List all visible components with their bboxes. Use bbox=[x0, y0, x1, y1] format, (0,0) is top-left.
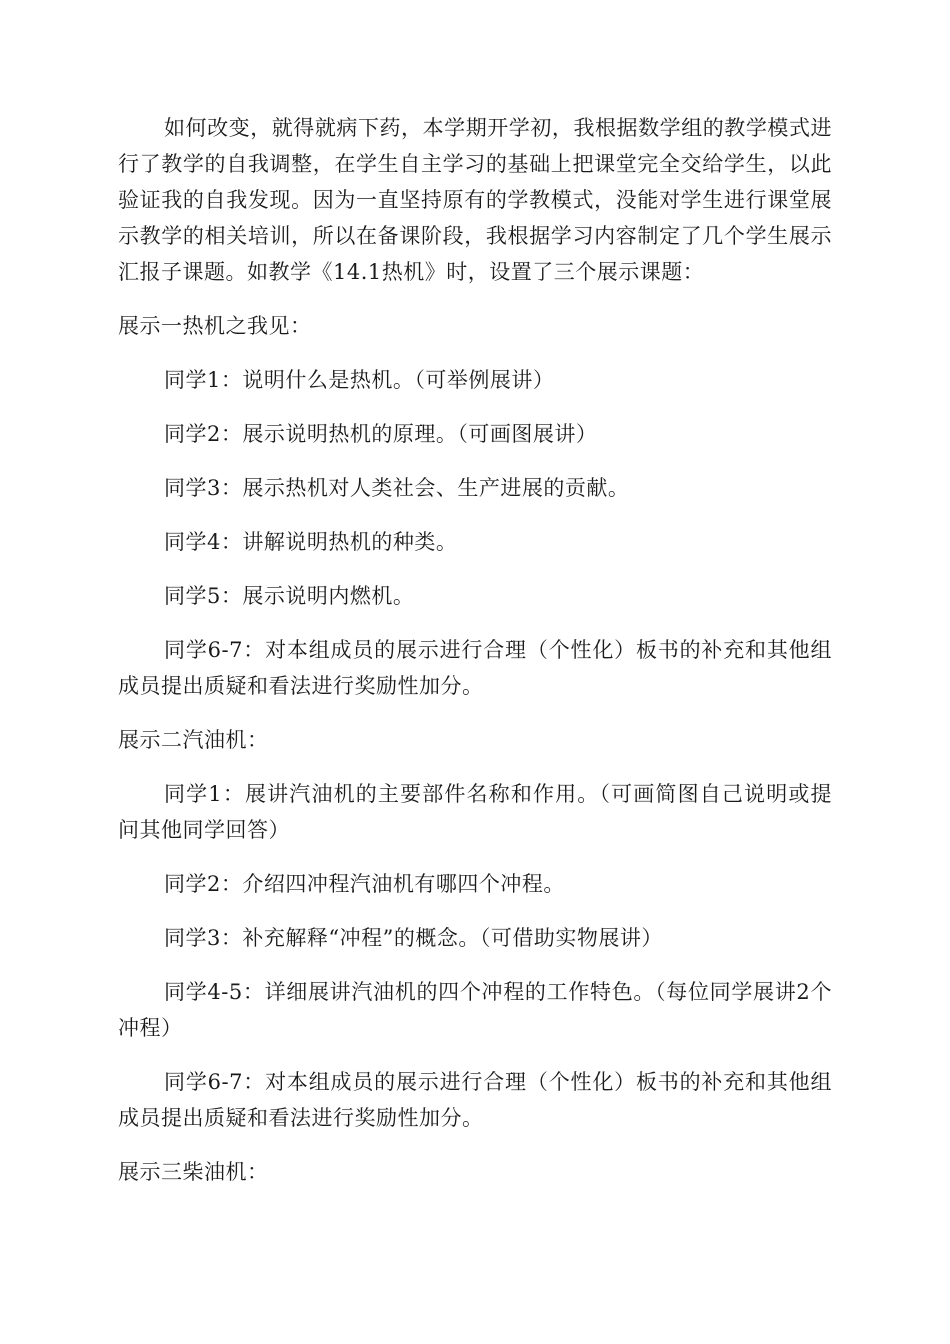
list-item: 同学4-5：详细展讲汽油机的四个冲程的工作特色。（每位同学展讲2个冲程） bbox=[118, 980, 832, 1040]
list-item: 同学5：展示说明内燃机。 bbox=[164, 584, 415, 608]
document-body bbox=[118, 110, 832, 1208]
list-item: 同学4：讲解说明热机的种类。 bbox=[164, 530, 458, 554]
list-item: 同学2：介绍四冲程汽油机有哪四个冲程。 bbox=[164, 872, 565, 896]
section-heading-diesel-engine: 展示三柴油机： bbox=[118, 1160, 269, 1184]
list-item: 同学6-7：对本组成员的展示进行合理（个性化）板书的补充和其他组成员提出质疑和看法进行奖励性加分。 bbox=[118, 1070, 832, 1130]
list-item: 同学2：展示说明热机的原理。（可画图展讲） bbox=[164, 422, 598, 446]
list-item: 同学1：展讲汽油机的主要部件名称和作用。（可画简图自己说明或提问其他同学回答） bbox=[118, 782, 832, 842]
list-item: 同学1：说明什么是热机。（可举例展讲） bbox=[164, 368, 555, 392]
section-heading-heat-engine: 展示一热机之我见： bbox=[118, 314, 312, 338]
list-item: 同学6-7：对本组成员的展示进行合理（个性化）板书的补充和其他组成员提出质疑和看法进行奖励性加分。 bbox=[118, 638, 832, 698]
section-heading-gasoline-engine: 展示二汽油机： bbox=[118, 728, 269, 752]
list-item: 同学3：补充解释“冲程”的概念。（可借助实物展讲） bbox=[164, 926, 663, 950]
list-item: 同学3：展示热机对人类社会、生产进展的贡献。 bbox=[164, 476, 630, 500]
intro-paragraph: 如何改变，就得就病下药，本学期开学初，我根据数学组的教学模式进行了教学的自我调整，在学生自主学习的基础上把课堂完全交给学生，以此验证我的自我发现。因为一直坚持原有的学教模式，没能对学生进行课堂展示教学的相关培训，所以在备课阶段，我根据学习内容制定了几个学生展示汇报子课题。如教学《14.1热机》时，设置了三个展示课题： bbox=[118, 116, 832, 284]
